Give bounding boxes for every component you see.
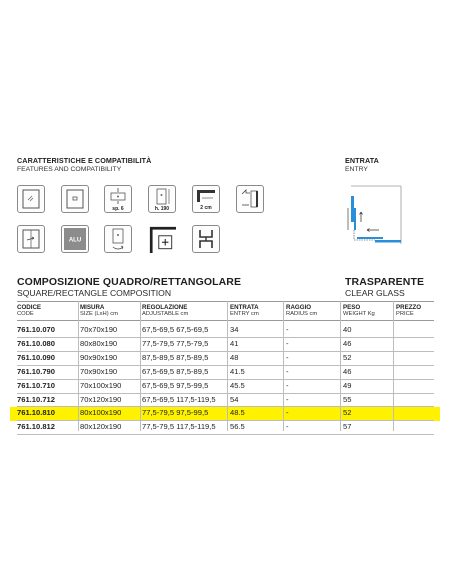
cell-code: 761.10.070 <box>17 325 56 334</box>
cell-radius: - <box>286 422 289 432</box>
highlight-row-band <box>10 407 440 421</box>
cell-weight: 49 <box>343 380 352 390</box>
cell-code: 761.10.710 <box>17 380 56 390</box>
cell-entry: 48.5 <box>230 408 245 418</box>
cell-code: 761.10.812 <box>17 422 56 432</box>
header-adjustable: REGOLAZIONE ADJUSTABLE cm <box>142 304 189 317</box>
cell-weight: 52 <box>343 408 352 418</box>
features-subtitle: FEATURES AND COMPATIBILITY <box>17 166 122 173</box>
cell-radius: - <box>286 338 289 348</box>
header-weight: PESO WEIGHT Kg <box>343 304 375 317</box>
cell-weight: 46 <box>343 366 352 376</box>
svg-text:2 cm: 2 cm <box>200 205 212 211</box>
cell-entry: 54 <box>230 394 239 404</box>
cell-code: 761.10.080 <box>17 338 56 348</box>
cell-size: 70x100x190 <box>80 380 122 390</box>
header-code: CODICE CODE <box>17 304 42 317</box>
svg-text:sp. 6: sp. 6 <box>112 206 124 212</box>
cell-code: 761.10.790 <box>17 366 56 376</box>
cell-adjust: 77,5-79,5 97,5-99,5 <box>142 408 209 418</box>
cell-code: 761.10.810 <box>17 408 56 418</box>
cell-size: 80x120x190 <box>80 422 122 432</box>
cell-size: 70x120x190 <box>80 394 122 404</box>
composition-subtitle: SQUARE/RECTANGLE COMPOSITION <box>17 288 172 298</box>
svg-text:h. 190: h. 190 <box>154 206 170 212</box>
cell-radius: - <box>286 408 289 418</box>
cell-adjust: 77,5-79,5 77,5-79,5 <box>142 338 209 348</box>
cell-adjust: 67,5-69,5 117,5-119,5 <box>142 394 216 404</box>
cell-size: 90x90x190 <box>80 352 118 362</box>
cell-weight: 55 <box>343 394 352 404</box>
cell-weight: 52 <box>343 352 352 362</box>
cell-radius: - <box>286 380 289 390</box>
features-title: CARATTERISTICHE E COMPATIBILITÀ <box>17 156 152 165</box>
cell-entry: 48 <box>230 352 239 362</box>
composition-title: COMPOSIZIONE QUADRO/RETTANGOLARE <box>17 276 242 288</box>
cell-code: 761.10.712 <box>17 394 56 404</box>
cell-size: 80x80x190 <box>80 338 118 348</box>
cell-adjust: 67,5-69,5 67,5-69,5 <box>142 325 209 334</box>
cell-size: 80x100x190 <box>80 408 122 418</box>
entry-subtitle: ENTRY <box>345 166 368 173</box>
header-size: MISURA SIZE (LxH) cm <box>80 304 119 317</box>
cell-weight: 46 <box>343 338 352 348</box>
cell-entry: 56.5 <box>230 422 245 432</box>
cell-radius: - <box>286 325 289 334</box>
cell-radius: - <box>286 394 289 404</box>
cell-entry: 45.5 <box>230 380 245 390</box>
cell-size: 70x90x190 <box>80 366 118 376</box>
cell-adjust: 77,5-79,5 117,5-119,5 <box>142 422 216 432</box>
cell-entry: 34 <box>230 325 239 334</box>
header-price: PREZZO PRICE <box>396 304 422 317</box>
cell-adjust: 87,5-89,5 87,5-89,5 <box>142 352 209 362</box>
cell-weight: 40 <box>343 325 352 334</box>
cell-code: 761.10.090 <box>17 352 56 362</box>
cell-radius: - <box>286 352 289 362</box>
header-radius: RAGGIO RADIUS cm <box>286 304 318 317</box>
glass-title: TRASPARENTE <box>345 276 425 288</box>
cell-adjust: 67,5-69,5 97,5-99,5 <box>142 380 209 390</box>
cell-entry: 41 <box>230 338 239 348</box>
header-entry: ENTRATA ENTRY cm <box>230 304 259 317</box>
entry-title: ENTRATA <box>345 156 379 165</box>
cell-adjust: 67,5-69,5 87,5-89,5 <box>142 366 209 376</box>
glass-subtitle: CLEAR GLASS <box>345 288 405 298</box>
cell-size: 70x70x190 <box>80 325 118 334</box>
svg-text:ALU: ALU <box>68 237 82 244</box>
cell-entry: 41.5 <box>230 366 245 376</box>
cell-weight: 57 <box>343 422 352 432</box>
cell-radius: - <box>286 366 289 376</box>
